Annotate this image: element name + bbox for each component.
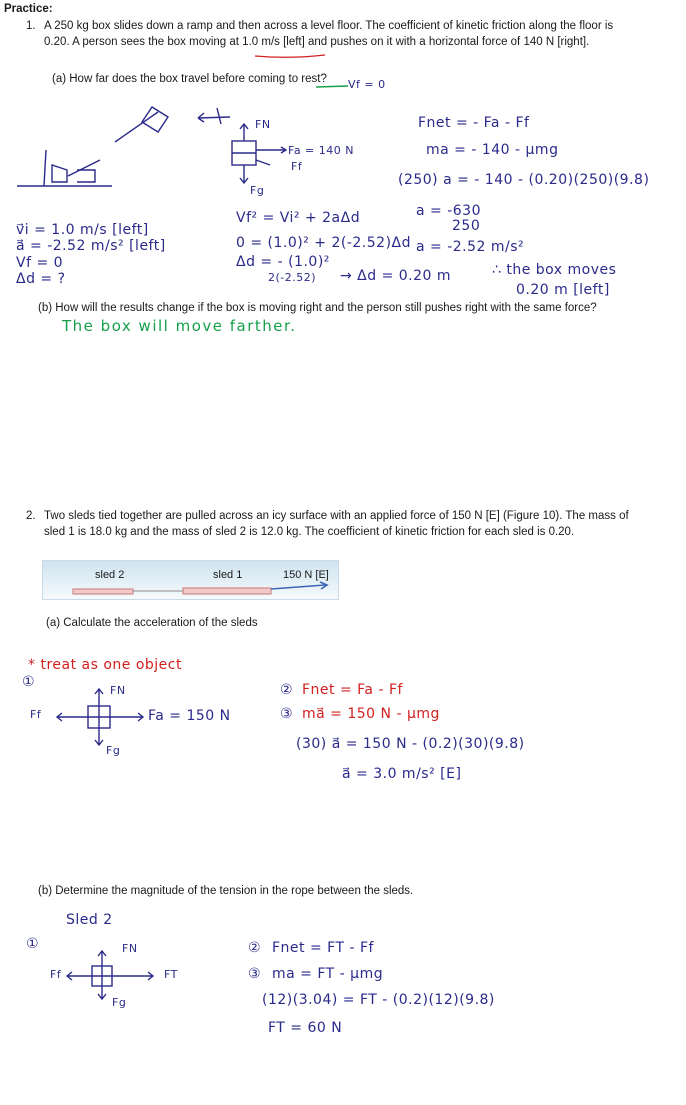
- q1-eq-sub: (250) a = - 140 - (0.20)(250)(9.8): [398, 172, 650, 188]
- q2a-eq-fnet: Fnet = Fa - Ff: [302, 682, 403, 698]
- q1-part-b: (b) How will the results change if the box is moving right and the person still pushes right with the same force?: [38, 302, 597, 314]
- q2a-step1: ①: [22, 674, 36, 690]
- q1-kin-eq: Vf² = Vi² + 2aΔd: [236, 210, 361, 226]
- q2b-eq-sub: (12)(3.04) = FT - (0.2)(12)(9.8): [262, 992, 495, 1008]
- q2b-step3: ③: [248, 966, 262, 982]
- q1-conclusion-1: ∴ the box moves: [492, 262, 617, 278]
- q1-eq-fnet: Fnet = - Fa - Ff: [418, 115, 530, 131]
- q2a-fa-label: Fa = 150 N: [148, 708, 231, 724]
- q2b-ff-label: Ff: [50, 968, 62, 981]
- q2a-step2: ②: [280, 682, 294, 698]
- q2-part-a: (a) Calculate the acceleration of the sleds: [46, 617, 258, 629]
- q2b-step2: ②: [248, 940, 262, 956]
- q2a-eq-sub: (30) a⃗ = 150 N - (0.2)(30)(9.8): [296, 736, 525, 752]
- q1-eq-a-result: a = -2.52 m/s²: [416, 239, 525, 255]
- q1-given-d: Δd = ?: [16, 271, 66, 287]
- q2b-title: Sled 2: [66, 912, 113, 928]
- q2b-eq-result: FT = 60 N: [268, 1020, 343, 1036]
- q1-fa-label: Fa = 140 N: [288, 144, 354, 157]
- q2a-eq-ma: ma⃗ = 150 N - μmg: [302, 706, 440, 722]
- q2b-ft-label: FT: [164, 968, 178, 981]
- q1-given-vi: v⃗i = 1.0 m/s [left]: [16, 222, 149, 238]
- page-title: Practice:: [4, 3, 53, 15]
- q2b-eq-fnet: Fnet = FT - Ff: [272, 940, 374, 956]
- q1-part-a: (a) How far does the box travel before coming to rest?: [52, 73, 327, 85]
- q1-eq-ma: ma = - 140 - μmg: [426, 142, 559, 158]
- figure-sled1-label: sled 1: [213, 569, 243, 581]
- figure-force-label: 150 N [E]: [283, 569, 329, 581]
- q1-conclusion-2: 0.20 m [left]: [516, 282, 610, 298]
- q1-kin-result: → Δd = 0.20 m: [340, 268, 452, 284]
- q2a-note: * treat as one object: [28, 657, 182, 673]
- q2-part-b: (b) Determine the magnitude of the tension in the rope between the sleds.: [38, 885, 414, 897]
- q2a-step3: ③: [280, 706, 294, 722]
- q1-number: 1.: [26, 20, 36, 32]
- q2-text-line1: Two sleds tied together are pulled across an icy surface with an applied force of 150 N [E] (Figure 10). The mass of: [44, 510, 629, 522]
- q1-eq-a-den: 250: [452, 218, 481, 234]
- q1-fg-label: Fg: [250, 184, 265, 197]
- q1-kin-d-num: Δd = - (1.0)²: [236, 254, 330, 270]
- q1-given-a: a⃗ = -2.52 m/s² [left]: [16, 238, 166, 254]
- q2-number: 2.: [26, 510, 36, 522]
- q1-text-line2: 0.20. A person sees the box moving at 1.0 m/s [left] and pushes on it with a horizontal force of 140 N [right].: [44, 36, 590, 48]
- q1-fn-label: FN: [255, 118, 271, 131]
- q1-ff-label: Ff: [291, 160, 303, 173]
- q1-answer-b: The box will move farther.: [62, 317, 297, 335]
- q2a-fn-label: FN: [110, 684, 126, 697]
- q1-text-line1: A 250 kg box slides down a ramp and then across a level floor. The coefficient of kinetic friction along the floor is: [44, 20, 614, 32]
- q2a-fg-label: Fg: [106, 744, 121, 757]
- q2a-ff-label: Ff: [30, 708, 42, 721]
- q2b-fn-label: FN: [122, 942, 138, 955]
- vf-top: Vf = 0: [348, 78, 386, 91]
- q1-eq-a-num: a = -630: [416, 203, 481, 219]
- q2b-eq-ma: ma = FT - μmg: [272, 966, 384, 982]
- q2b-step1: ①: [26, 936, 40, 952]
- q1-kin-d-den: 2(-2.52): [268, 271, 317, 284]
- figure-sled2-label: sled 2: [95, 569, 125, 581]
- q2-text-line2: sled 1 is 18.0 kg and the mass of sled 2 is 12.0 kg. The coefficient of kinetic friction for each sled is 0.20.: [44, 526, 575, 538]
- q2a-eq-result: a⃗ = 3.0 m/s² [E]: [342, 766, 462, 782]
- q1-given-vf: Vf = 0: [16, 255, 64, 271]
- q1-kin-sub: 0 = (1.0)² + 2(-2.52)Δd: [236, 235, 411, 251]
- q2b-fg-label: Fg: [112, 996, 127, 1009]
